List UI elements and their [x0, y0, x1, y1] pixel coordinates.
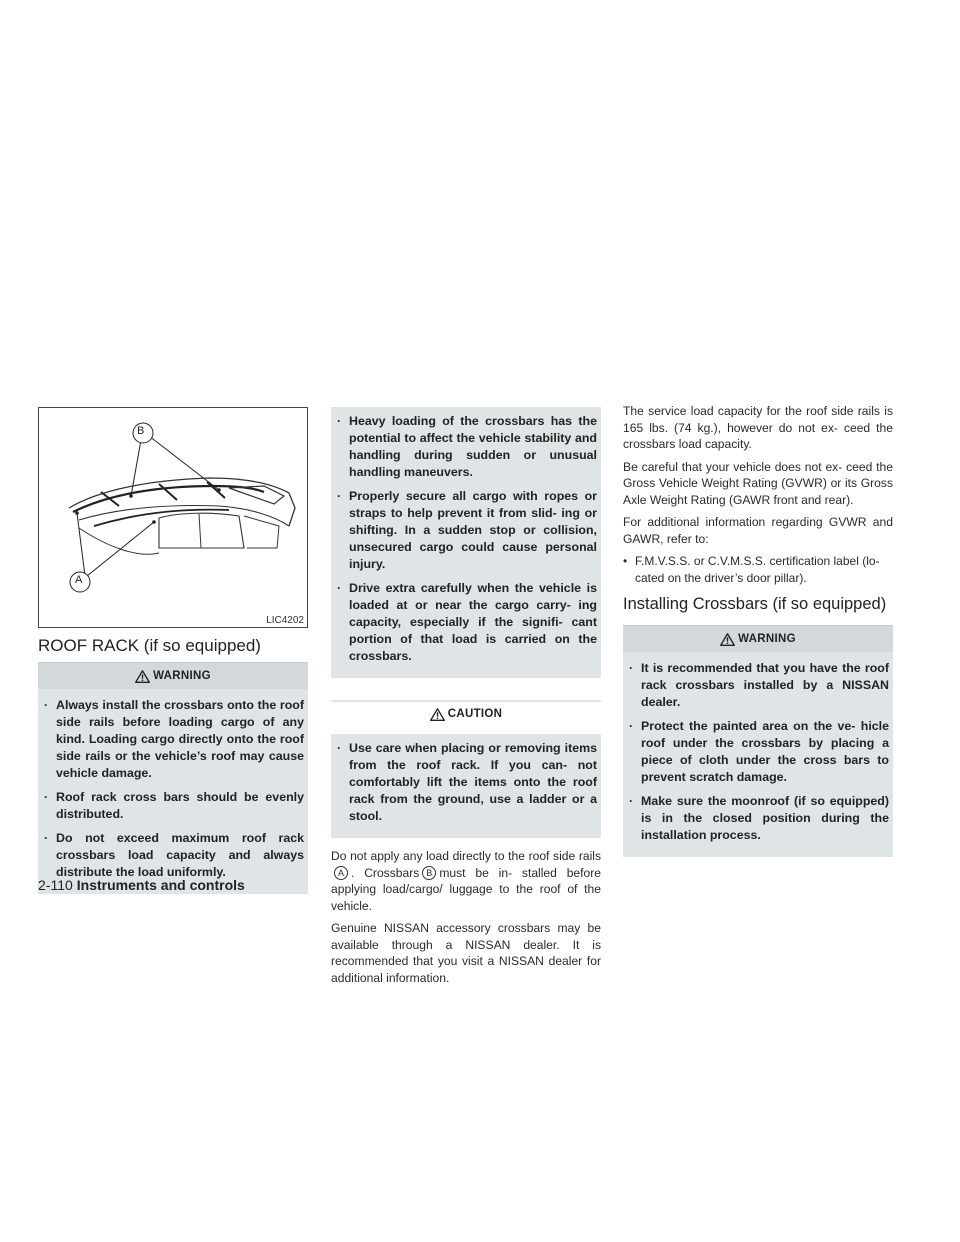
section-title-installing-crossbars: Installing Crossbars (if so equipped)	[623, 595, 887, 613]
warning-label: WARNING	[153, 670, 211, 682]
caution-item: · Use care when placing or removing items from the roof rack. If you can- not comfortably lift the items onto the roof rack from the ground, use a ladder or a stool.	[337, 741, 597, 823]
caution-box	[331, 734, 601, 838]
roof-rack-illustration	[38, 407, 308, 628]
chapter-title: Instruments and controls	[76, 877, 245, 893]
warning-item: · Do not exceed maximum roof rack crossbars load capacity and always distribute the load uniformly.	[44, 831, 304, 879]
warning-triangle-icon	[135, 670, 150, 683]
warning-item: · Roof rack cross bars should be evenly distributed.	[44, 790, 304, 821]
column-1	[38, 407, 308, 904]
body-paragraph: The service load capacity for the roof side rails is 165 lbs. (74 kg.), however do not ex- ceed the crossbars load capacity.	[623, 404, 893, 451]
body-paragraph: For additional information regarding GVWR and GAWR, refer to:	[623, 515, 893, 546]
body-paragraph: Do not apply any load directly to the roof side railsA . Crossbars B must be in- stalled before applying load/cargo/ luggage to the roof of the vehicle.	[331, 849, 602, 913]
warning-box-roof-rack	[38, 662, 308, 894]
section-title-roof-rack: ROOF RACK (if so equipped)	[38, 636, 261, 655]
warning-item: · Heavy loading of the crossbars has the potential to affect the vehicle stability and handling during sudden or unusual handling maneuvers.	[337, 414, 597, 479]
warning-box-installing	[623, 625, 893, 857]
caution-triangle-icon	[430, 708, 445, 721]
warning-item: · Drive extra carefully when the vehicle is loaded at or near the cargo carry- ing capacity, especially if the signifi- cant portion of that load is carried on the crossbars.	[337, 581, 597, 663]
warning-triangle-icon	[720, 633, 735, 646]
page-footer	[38, 877, 245, 893]
warning-label: WARNING	[738, 633, 796, 645]
warning-item: · Properly secure all cargo with ropes or straps to help prevent it from slid- ing or shifting. In a sudden stop or collision, unsecured cargo could cause personal injury.	[337, 489, 597, 571]
page-number: 2-110	[38, 877, 73, 893]
callout-b-label: B	[137, 425, 145, 437]
warning-item: · It is recommended that you have the roof rack crossbars installed by a NISSAN dealer.	[629, 661, 889, 709]
warning-item: · Protect the painted area on the ve- hicle roof under the crossbars by placing a piece of cloth under the cross bars to prevent scratch damage.	[629, 719, 889, 784]
reference-item: • F.M.V.S.S. or C.V.M.S.S. certification label (lo- cated on the driver’s door pillar).	[623, 554, 880, 585]
caution-label: CAUTION	[447, 708, 503, 720]
warning-header	[38, 662, 308, 689]
column-3	[623, 403, 893, 867]
body-paragraph: Be careful that your vehicle does not ex- ceed the Gross Vehicle Weight Rating (GVWR) or its Gross Axle Weight Rating (GAWR front and rear).	[623, 459, 893, 507]
callout-a-marker: A	[334, 866, 348, 880]
column-2	[331, 407, 601, 992]
warning-box-continued	[331, 407, 601, 678]
body-paragraph: Genuine NISSAN accessory crossbars may be available through a NISSAN dealer. It is recommended that you visit a NISSAN dealer for additional information.	[331, 921, 601, 985]
callout-a-label: A	[75, 574, 83, 586]
roof-rack-drawing	[39, 408, 307, 627]
caution-header	[331, 700, 601, 726]
callout-b-marker: B	[422, 866, 436, 880]
warning-item: · Always install the crossbars onto the roof side rails before loading cargo of any kind. Loading cargo directly onto the roof side rails or the vehicle’s roof may cause vehicle damage.	[44, 698, 304, 780]
figure-code: LIC4202	[266, 615, 304, 626]
warning-header	[623, 625, 893, 652]
warning-item: · Make sure the moonroof (if so equipped) is in the closed position during the installation process.	[629, 794, 889, 842]
